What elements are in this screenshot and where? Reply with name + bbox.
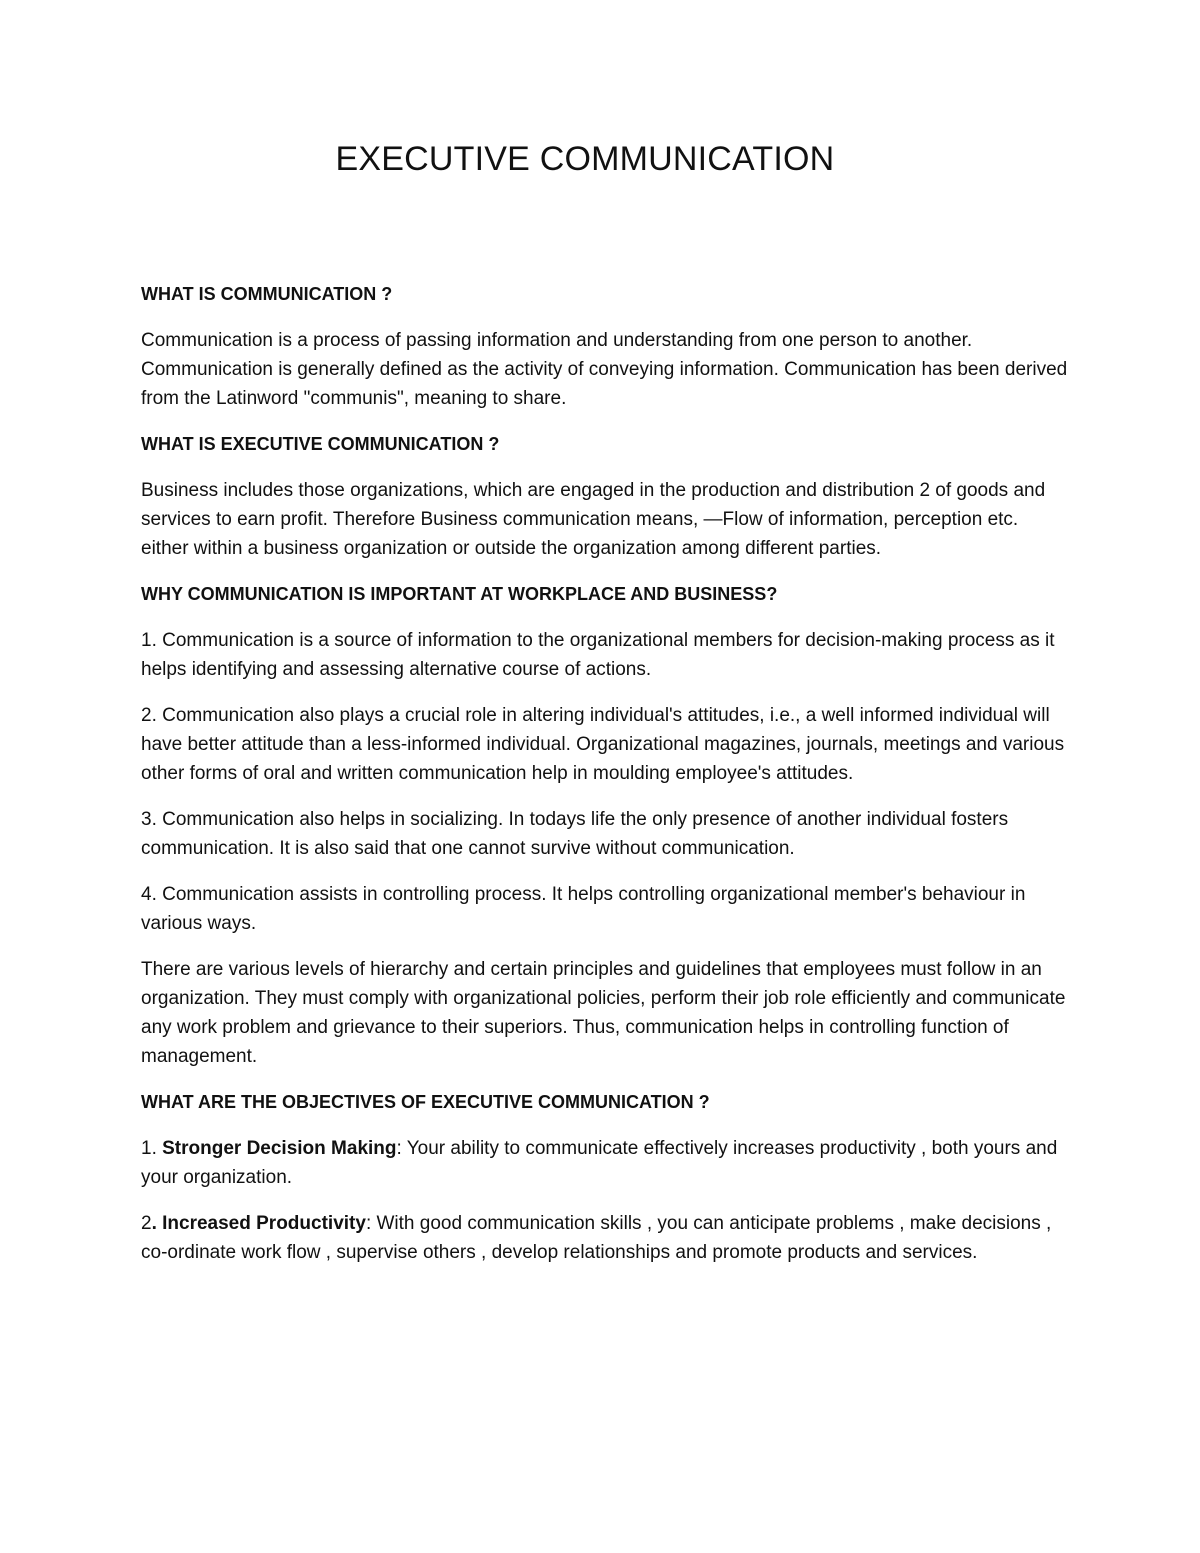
list-item: 4. Communication assists in controlling process. It helps controlling organizational member's behaviour in various ways. (141, 884, 1026, 934)
document-title: EXECUTIVE COMMUNICATION (335, 140, 835, 178)
section-what-is-executive-communication (141, 430, 1071, 563)
objective-number: 1. (141, 1138, 163, 1159)
list-item: 3. Communication also helps in socializing. In todays life the only presence of another individual fosters communication. It is also said that one cannot survive without communication. (141, 809, 1009, 859)
paragraph: Communication is a process of passing information and understanding from one person to another. Communication is generally defined as the activity of conveying information. Communication has been derived from the Latinword "communis", meaning to share. (141, 330, 1068, 409)
section-heading: WHAT IS COMMUNICATION ? (141, 284, 393, 304)
objective-text: : Your ability to communicate effectively increases productivity , both yours and your organization. (141, 1138, 1058, 1188)
section-heading: WHAT ARE THE OBJECTIVES OF EXECUTIVE COMMUNICATION ? (141, 1092, 710, 1112)
section-why-communication-important (141, 580, 1071, 1071)
document-body (141, 280, 1071, 1284)
section-heading: WHY COMMUNICATION IS IMPORTANT AT WORKPLACE AND BUSINESS? (141, 584, 778, 604)
section-objectives (141, 1088, 1071, 1267)
section-what-is-communication (141, 280, 1071, 413)
section-heading: WHAT IS EXECUTIVE COMMUNICATION ? (141, 434, 500, 454)
objective-text: : With good communication skills , you can anticipate problems , make decisions , co-ordinate work flow , supervise others , develop relationships and promote products and services. (141, 1213, 1052, 1263)
objective-term: Stronger Decision Making (162, 1138, 397, 1159)
objective-item (141, 1209, 1071, 1267)
paragraph: Business includes those organizations, which are engaged in the production and distribution 2 of goods and services to earn profit. Therefore Business communication means, —Flow of information, perception etc. either within a business organization or outside the organization among different parties. (141, 480, 1046, 559)
list-item: 2. Communication also plays a crucial role in altering individual's attitudes, i.e., a well informed individual will have better attitude than a less-informed individual. Organizational magazines, journals, meetings and various other forms of oral and written communication help in moulding employee's attitudes. (141, 705, 1065, 784)
list-item: 1. Communication is a source of information to the organizational members for decision-making process as it helps identifying and assessing alternative course of actions. (141, 630, 1055, 680)
objective-item (141, 1134, 1071, 1192)
objective-term: . Increased Productivity (151, 1213, 366, 1234)
objective-number: 2 (141, 1213, 152, 1234)
paragraph: There are various levels of hierarchy and certain principles and guidelines that employees must follow in an organization. They must comply with organizational policies, perform their job role efficiently and communicate any work problem and grievance to their superiors. Thus, communication helps in controlling function of management. (141, 959, 1066, 1067)
